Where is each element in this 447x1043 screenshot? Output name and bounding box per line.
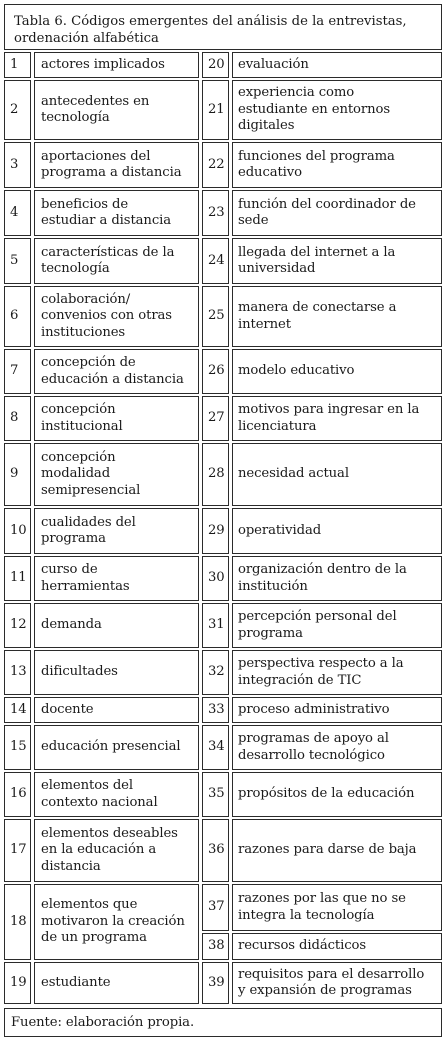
code-label: actores implicados bbox=[41, 56, 165, 72]
code-label: curso de herramientas bbox=[41, 562, 130, 594]
code-label: experiencia como estudiante en entornos digitales bbox=[238, 85, 391, 134]
caption-line: ordenación alfabética bbox=[14, 30, 159, 46]
number-cell bbox=[202, 819, 229, 882]
number-cell bbox=[4, 52, 31, 78]
number-cell bbox=[4, 80, 31, 140]
code-number: 21 bbox=[208, 101, 225, 117]
code-number: 12 bbox=[10, 617, 27, 633]
code-cell bbox=[232, 190, 442, 236]
code-label: antecedentes en tecnología bbox=[41, 93, 150, 125]
code-cell bbox=[232, 238, 442, 284]
code-number: 28 bbox=[208, 466, 225, 482]
number-cell bbox=[202, 238, 229, 284]
code-number: 35 bbox=[208, 786, 225, 802]
code-number: 15 bbox=[10, 739, 27, 755]
number-cell bbox=[202, 349, 229, 394]
code-cell bbox=[34, 884, 199, 960]
code-cell bbox=[34, 142, 199, 188]
code-label: dificultades bbox=[41, 664, 118, 680]
code-cell bbox=[232, 508, 442, 554]
number-cell bbox=[4, 396, 31, 441]
code-number: 19 bbox=[10, 974, 27, 990]
code-number: 31 bbox=[208, 617, 225, 633]
code-cell bbox=[34, 52, 199, 78]
code-cell bbox=[34, 443, 199, 506]
code-label: educación presencial bbox=[41, 739, 181, 755]
number-cell bbox=[4, 772, 31, 817]
table-footer: Fuente: elaboración propia. bbox=[11, 1015, 195, 1030]
code-number: 33 bbox=[208, 701, 225, 717]
code-number: 29 bbox=[208, 522, 225, 538]
code-label: propósitos de la educación bbox=[238, 786, 415, 802]
code-label: razones por las que no se integra la tecnología bbox=[238, 891, 406, 923]
code-cell bbox=[232, 349, 442, 394]
code-cell bbox=[34, 962, 199, 1004]
code-label: elementos que motivaron la creación de un programa bbox=[41, 897, 185, 946]
code-cell bbox=[34, 80, 199, 140]
code-number: 8 bbox=[10, 410, 19, 426]
code-label: elementos del contexto nacional bbox=[41, 778, 158, 810]
code-cell bbox=[34, 286, 199, 347]
number-cell bbox=[4, 286, 31, 347]
code-label: características de la tecnología bbox=[41, 244, 175, 276]
code-number: 13 bbox=[10, 664, 27, 680]
code-label: aportaciones del programa a distancia bbox=[41, 148, 182, 180]
code-label: evaluación bbox=[238, 56, 309, 72]
code-label: función del coordinador de sede bbox=[238, 196, 416, 228]
number-cell bbox=[202, 556, 229, 601]
number-cell bbox=[202, 725, 229, 770]
number-cell bbox=[202, 396, 229, 441]
code-number: 22 bbox=[208, 156, 225, 172]
number-cell bbox=[202, 962, 229, 1004]
number-cell bbox=[4, 962, 31, 1004]
code-label: motivos para ingresar en la licenciatura bbox=[238, 402, 420, 434]
code-cell bbox=[232, 933, 442, 960]
code-label: llegada del internet a la universidad bbox=[238, 244, 396, 276]
code-label: concepción institucional bbox=[41, 402, 123, 434]
code-number: 38 bbox=[208, 938, 225, 954]
code-number: 26 bbox=[208, 363, 225, 379]
code-number: 20 bbox=[208, 56, 225, 72]
number-cell bbox=[202, 772, 229, 817]
code-label: cualidades del programa bbox=[41, 514, 136, 546]
code-label: funciones del programa educativo bbox=[238, 148, 395, 180]
code-number: 24 bbox=[208, 252, 225, 268]
code-cell bbox=[232, 443, 442, 506]
code-number: 32 bbox=[208, 664, 225, 680]
number-cell bbox=[202, 933, 229, 960]
number-cell bbox=[4, 725, 31, 770]
footer-box bbox=[4, 1008, 442, 1037]
code-cell bbox=[34, 556, 199, 601]
number-cell bbox=[202, 80, 229, 140]
code-cell bbox=[232, 725, 442, 770]
code-number: 18 bbox=[10, 913, 27, 929]
code-label: demanda bbox=[41, 617, 102, 633]
code-number: 3 bbox=[10, 156, 19, 172]
number-cell bbox=[202, 142, 229, 188]
code-label: concepción modalidad semipresencial bbox=[41, 449, 141, 498]
code-number: 36 bbox=[208, 842, 225, 858]
code-label: modelo educativo bbox=[238, 363, 355, 379]
number-cell bbox=[202, 286, 229, 347]
code-number: 34 bbox=[208, 739, 225, 755]
code-label: colaboración/ convenios con otras instituciones bbox=[41, 291, 172, 340]
code-label: percepción personal del programa bbox=[238, 609, 397, 641]
code-number: 5 bbox=[10, 252, 19, 268]
number-cell bbox=[202, 884, 229, 931]
code-number: 23 bbox=[208, 204, 225, 220]
code-cell bbox=[232, 650, 442, 695]
number-cell bbox=[4, 508, 31, 554]
number-cell bbox=[202, 52, 229, 78]
number-cell bbox=[4, 556, 31, 601]
code-number: 25 bbox=[208, 308, 225, 324]
code-label: operatividad bbox=[238, 522, 322, 538]
code-cell bbox=[34, 819, 199, 882]
code-label: programas de apoyo al desarrollo tecnológico bbox=[238, 731, 389, 763]
code-number: 17 bbox=[10, 842, 27, 858]
code-cell bbox=[232, 396, 442, 441]
code-cell bbox=[232, 603, 442, 648]
table-caption bbox=[14, 14, 407, 47]
code-label: necesidad actual bbox=[238, 466, 349, 482]
code-label: docente bbox=[41, 701, 94, 717]
code-label: perspectiva respecto a la integración de TIC bbox=[238, 656, 404, 688]
code-label: elementos deseables en la educación a distancia bbox=[41, 825, 178, 874]
code-label: manera de conectarse a internet bbox=[238, 300, 397, 332]
number-cell bbox=[202, 650, 229, 695]
code-cell bbox=[34, 190, 199, 236]
code-cell bbox=[34, 650, 199, 695]
code-label: concepción de educación a distancia bbox=[41, 355, 184, 387]
code-cell bbox=[232, 819, 442, 882]
code-number: 30 bbox=[208, 570, 225, 586]
code-number: 10 bbox=[10, 522, 27, 538]
code-label: recursos didácticos bbox=[238, 938, 367, 954]
number-cell bbox=[4, 190, 31, 236]
number-cell bbox=[4, 349, 31, 394]
number-cell bbox=[4, 650, 31, 695]
code-number: 39 bbox=[208, 974, 225, 990]
code-cell bbox=[34, 349, 199, 394]
code-number: 16 bbox=[10, 786, 27, 802]
code-number: 2 bbox=[10, 101, 19, 117]
code-number: 37 bbox=[208, 899, 225, 915]
number-cell bbox=[4, 603, 31, 648]
code-number: 11 bbox=[10, 570, 27, 586]
number-cell bbox=[202, 190, 229, 236]
code-cell bbox=[34, 396, 199, 441]
code-number: 6 bbox=[10, 308, 19, 324]
code-cell bbox=[232, 772, 442, 817]
code-label: razones para darse de baja bbox=[238, 842, 417, 858]
code-cell bbox=[232, 884, 442, 931]
code-label: proceso administrativo bbox=[238, 701, 390, 717]
code-cell bbox=[34, 772, 199, 817]
caption-box bbox=[4, 4, 442, 50]
code-cell bbox=[34, 238, 199, 284]
number-cell bbox=[202, 443, 229, 506]
code-number: 4 bbox=[10, 204, 19, 220]
code-number: 14 bbox=[10, 701, 27, 717]
code-label: beneficios de estudiar a distancia bbox=[41, 196, 171, 228]
number-cell bbox=[202, 697, 229, 723]
code-cell bbox=[34, 697, 199, 723]
number-cell bbox=[4, 238, 31, 284]
code-number: 9 bbox=[10, 466, 19, 482]
number-cell bbox=[202, 508, 229, 554]
code-number: 7 bbox=[10, 363, 19, 379]
code-label: organización dentro de la institución bbox=[238, 562, 407, 594]
number-cell bbox=[4, 884, 31, 960]
code-label: estudiante bbox=[41, 974, 111, 990]
code-cell bbox=[34, 725, 199, 770]
code-cell bbox=[232, 286, 442, 347]
code-number: 27 bbox=[208, 410, 225, 426]
number-cell bbox=[4, 697, 31, 723]
code-cell bbox=[34, 603, 199, 648]
code-number: 1 bbox=[10, 56, 19, 72]
caption-line: Tabla 6. Códigos emergentes del análisis de la entrevistas, bbox=[14, 14, 407, 29]
number-cell bbox=[4, 142, 31, 188]
code-cell bbox=[232, 80, 442, 140]
code-cell bbox=[232, 52, 442, 78]
code-cell bbox=[232, 697, 442, 723]
number-cell bbox=[202, 603, 229, 648]
number-cell bbox=[4, 443, 31, 506]
code-cell bbox=[34, 508, 199, 554]
code-cell bbox=[232, 142, 442, 188]
code-cell bbox=[232, 962, 442, 1004]
code-cell bbox=[232, 556, 442, 601]
number-cell bbox=[4, 819, 31, 882]
code-label: requisitos para el desarrollo y expansión de programas bbox=[238, 966, 425, 998]
